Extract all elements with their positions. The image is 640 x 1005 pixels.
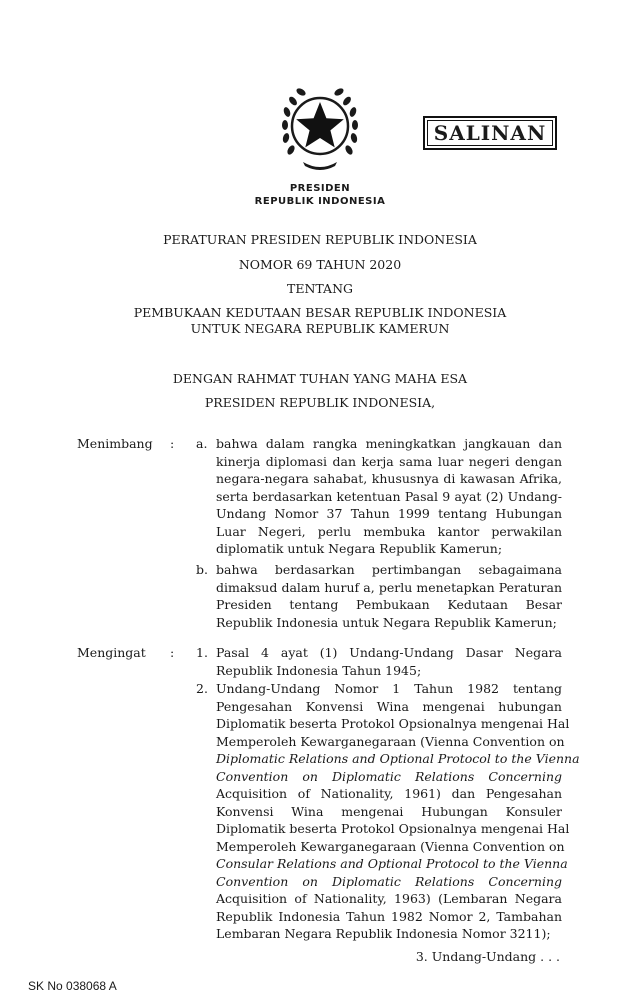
item-line: negara-negara sahabat, khususnya di kawasan Afrika, [216,471,562,486]
item-line: Memperoleh Kewarganegaraan (Vienna Convention on [216,838,565,854]
mengingat-item-1 [196,644,562,679]
regulation-subject-line1: PEMBUKAAN KEDUTAAN BESAR REPUBLIK INDONESIA [133,305,507,320]
mengingat-item-2 [196,680,580,943]
item-line: Konvensi Wina mengenai Hubungan Konsuler [216,803,562,819]
salinan-label: SALINAN [427,120,553,146]
regulation-number: NOMOR 69 TAHUN 2020 [238,257,402,272]
menimbang-label: Menimbang [77,436,153,451]
garuda-star-emblem [277,80,363,174]
item-line: Republik Indonesia Tahun 1945; [216,662,422,678]
item-line: Lembaran Negara Republik Indonesia Nomor 3211); [216,926,551,941]
item-line: serta berdasarkan ketentuan Pasal 9 ayat (2) Undang- [216,488,562,504]
item-line: Convention on Diplomatic Relations Concerning [216,768,562,784]
continuation-marker: 3. Undang-Undang . . . [415,949,560,964]
item-number: 1. [196,645,208,660]
item-number: a. [196,436,208,451]
item-line: Presiden tentang Pembukaan Kedutaan Besar [216,597,562,612]
item-line: Diplomatik beserta Protokol Opsionalnya mengenai Hal [216,821,570,836]
item-line: Pasal 4 ayat (1) Undang-Undang Dasar Negara [216,645,562,660]
item-line: Diplomatic Relations and Optional Protocol to the Vienna [216,751,580,766]
preamble-line1: DENGAN RAHMAT TUHAN YANG MAHA ESA [172,371,468,386]
regulation-title: PERATURAN PRESIDEN REPUBLIK INDONESIA [163,232,477,247]
item-line: Undang-Undang Nomor 1 Tahun 1982 tentang [216,681,562,696]
regulation-tentang: TENTANG [286,281,353,296]
org-line-presiden: PRESIDEN [289,183,351,194]
item-line: Acquisition of Nationality, 1961) dan Pengesahan [216,786,562,801]
document-serial-code: SK No 038068 A [28,979,117,993]
menimbang-item-b [196,561,562,631]
salinan-badge [423,116,557,150]
item-line: Memperoleh Kewarganegaraan (Vienna Convention on [216,733,565,749]
item-line: Republik Indonesia untuk Negara Republik Kamerun; [216,614,557,630]
item-line: Acquisition of Nationality, 1963) (Lembaran Negara [216,891,562,906]
mengingat-colon: : [170,645,175,660]
item-line: dimaksud dalam huruf a, perlu menetapkan Peraturan [216,579,562,595]
mengingat-label: Mengingat [77,645,146,660]
item-line: bahwa dalam rangka meningkatkan jangkauan dan [216,436,562,451]
item-line: kinerja diplomasi dan kerja sama luar negeri dengan [216,453,562,469]
item-number: 2. [196,681,208,696]
item-number: b. [196,562,208,577]
item-line: Convention on Diplomatic Relations Concerning [216,873,562,889]
item-line: diplomatik untuk Negara Republik Kamerun; [216,541,503,556]
item-line: Undang Nomor 37 Tahun 1999 tentang Hubungan [216,506,562,521]
item-line: Pengesahan Konvensi Wina mengenai hubungan [216,698,562,714]
regulation-subject-line2: UNTUK NEGARA REPUBLIK KAMERUN [190,321,450,336]
menimbang-item-a [196,435,562,558]
item-line: Consular Relations and Optional Protocol to the Vienna [216,856,568,871]
org-line-republik: REPUBLIK INDONESIA [254,196,386,207]
item-line: bahwa berdasarkan pertimbangan sebagaimana [216,562,562,577]
preamble-line2: PRESIDEN REPUBLIK INDONESIA, [204,395,436,410]
item-line: Diplomatik beserta Protokol Opsionalnya mengenai Hal [216,716,570,731]
item-line: Luar Negeri, perlu membuka kantor perwakilan [216,523,562,539]
menimbang-colon: : [170,436,175,451]
item-line: Republik Indonesia Tahun 1982 Nomor 2, Tambahan [216,908,562,924]
